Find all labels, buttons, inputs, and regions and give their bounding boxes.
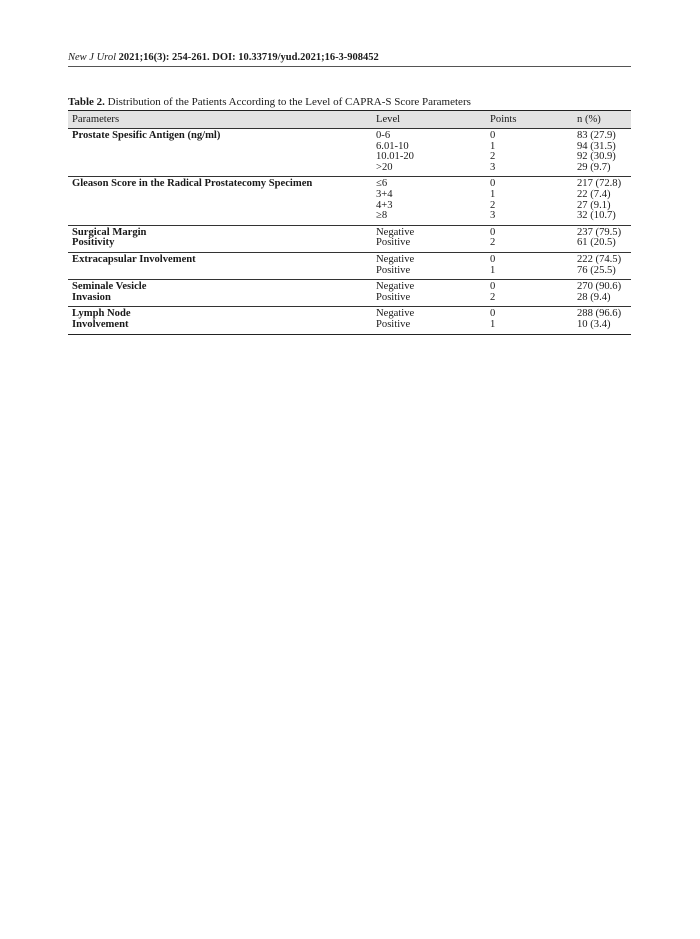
level-cell-line: Positive: [376, 264, 411, 276]
table-header-row: [68, 111, 631, 129]
n-percent-cell-line: 28 (9.4): [577, 291, 611, 303]
n-percent-cell-line: 94 (31.5): [577, 140, 616, 152]
level-cell-line: ≥8: [376, 210, 388, 222]
parameter-cell-line: Involvement: [72, 318, 129, 330]
n-percent-cell-line: 222 (74.5): [577, 253, 622, 265]
parameter-cell-line: Lymph Node: [72, 308, 131, 320]
points-cell: [486, 129, 573, 177]
points-cell-line: 0: [490, 226, 496, 238]
parameter-cell: [68, 307, 372, 334]
points-cell-line: 0: [490, 308, 496, 320]
table-label: Table 2.: [68, 96, 105, 108]
parameter-cell-line: Extracapsular Involvement: [72, 253, 196, 265]
points-cell: [486, 177, 573, 225]
running-header: [68, 52, 631, 64]
level-cell-line: >20: [376, 161, 393, 173]
points-cell-line: 0: [490, 253, 496, 265]
level-cell: [372, 225, 486, 252]
level-cell-line: Negative: [376, 253, 415, 265]
level-cell-line: ≤6: [376, 178, 388, 190]
column-header-points: Points: [486, 111, 573, 129]
level-cell: [372, 280, 486, 307]
level-cell-line: Positive: [376, 237, 411, 249]
level-cell-line: Negative: [376, 226, 415, 238]
parameter-cell-line: Seminale Vesicle: [72, 281, 147, 293]
points-cell: [486, 225, 573, 252]
table-row: [68, 280, 631, 307]
n-percent-cell-line: 61 (20.5): [577, 237, 616, 249]
citation: 2021;16(3): 254-261. DOI: 10.33719/yud.2021;16-3-908452: [118, 52, 379, 63]
parameter-cell: [68, 280, 372, 307]
points-cell-line: 2: [490, 199, 496, 211]
n-percent-cell-line: 22 (7.4): [577, 188, 611, 200]
level-cell-line: 4+3: [376, 199, 393, 211]
n-percent-cell: [573, 252, 631, 279]
column-header-n-percent: n (%): [573, 111, 631, 129]
parameter-cell-line: Gleason Score in the Radical Prostatecomy Specimen: [72, 178, 313, 190]
n-percent-cell-line: 217 (72.8): [577, 178, 622, 190]
points-cell-line: 1: [490, 188, 496, 200]
parameter-cell: [68, 129, 372, 177]
level-cell-line: 6.01-10: [376, 140, 409, 152]
level-cell: [372, 252, 486, 279]
n-percent-cell-line: 27 (9.1): [577, 199, 611, 211]
column-header-parameters: Parameters: [68, 111, 372, 129]
n-percent-cell: [573, 225, 631, 252]
table-row: [68, 252, 631, 279]
points-cell-line: 0: [490, 178, 496, 190]
table-caption: [68, 96, 631, 109]
n-percent-cell: [573, 177, 631, 225]
table-row: [68, 177, 631, 225]
n-percent-cell: [573, 129, 631, 177]
points-cell-line: 2: [490, 151, 496, 163]
n-percent-cell-line: 92 (30.9): [577, 151, 616, 163]
parameter-cell: [68, 225, 372, 252]
points-cell: [486, 307, 573, 334]
table-row: [68, 307, 631, 334]
points-cell-line: 2: [490, 237, 496, 249]
parameter-cell-line: Positivity: [72, 237, 115, 249]
points-cell-line: 0: [490, 281, 496, 293]
n-percent-cell-line: 76 (25.5): [577, 264, 616, 276]
n-percent-cell-line: 29 (9.7): [577, 161, 611, 173]
level-cell-line: Negative: [376, 281, 415, 293]
n-percent-cell: [573, 307, 631, 334]
n-percent-cell-line: 288 (96.6): [577, 308, 622, 320]
n-percent-cell-line: 10 (3.4): [577, 318, 611, 330]
points-cell-line: 1: [490, 264, 496, 276]
level-cell-line: Positive: [376, 291, 411, 303]
n-percent-cell: [573, 280, 631, 307]
column-header-level: Level: [372, 111, 486, 129]
level-cell-line: 0-6: [376, 130, 391, 141]
points-cell: [486, 252, 573, 279]
capra-s-table: [68, 110, 631, 335]
level-cell-line: 3+4: [376, 188, 393, 200]
level-cell: [372, 177, 486, 225]
n-percent-cell-line: 270 (90.6): [577, 281, 622, 293]
header-divider: [68, 66, 631, 67]
points-cell-line: 1: [490, 318, 496, 330]
points-cell-line: 1: [490, 140, 496, 152]
points-cell-line: 3: [490, 210, 496, 222]
table-row: [68, 225, 631, 252]
points-cell-line: 0: [490, 130, 496, 141]
points-cell: [486, 280, 573, 307]
table-title: Distribution of the Patients According to the Level of CAPRA-S Score Parameters: [107, 96, 471, 108]
parameter-cell-line: Surgical Margin: [72, 226, 147, 238]
journal-name: New J Urol: [68, 52, 117, 63]
parameter-cell-line: Invasion: [72, 291, 111, 303]
level-cell-line: Positive: [376, 318, 411, 330]
level-cell: [372, 129, 486, 177]
level-cell: [372, 307, 486, 334]
n-percent-cell-line: 237 (79.5): [577, 226, 622, 238]
parameter-cell: [68, 177, 372, 225]
parameter-cell: [68, 252, 372, 279]
n-percent-cell-line: 32 (10.7): [577, 210, 616, 222]
points-cell-line: 2: [490, 291, 496, 303]
level-cell-line: 10.01-20: [376, 151, 414, 163]
table-row: [68, 129, 631, 177]
n-percent-cell-line: 83 (27.9): [577, 130, 616, 141]
points-cell-line: 3: [490, 161, 496, 173]
parameter-cell-line: Prostate Spesific Antigen (ng/ml): [72, 130, 221, 141]
level-cell-line: Negative: [376, 308, 415, 320]
